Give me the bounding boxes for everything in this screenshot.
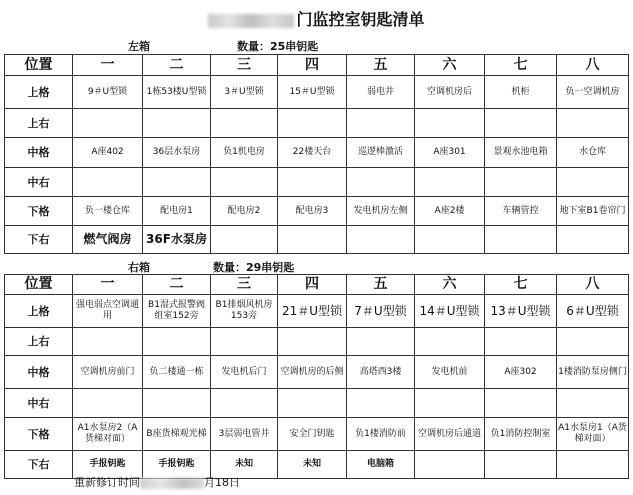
page-title [0,0,633,40]
row-label: 上右 [5,328,73,356]
key-cell: A座402 [73,138,143,168]
right-box-count: 数量：29串钥匙 [213,261,295,274]
key-cell: 9＃U型锁 [73,76,143,109]
redacted-block [208,14,294,28]
key-cell [557,168,629,197]
table-row [5,328,629,356]
table-row [5,168,629,197]
key-cell [347,168,415,197]
key-cell: 负1消防控制室 [485,418,557,451]
key-cell: 配电房3 [278,197,347,226]
column-header: 八 [557,55,629,76]
key-cell: 空调机房的后侧 [278,356,347,389]
column-header: 一 [73,275,143,295]
key-cell: 1楼消防泵房侧门 [557,356,629,389]
key-cell [143,109,211,138]
key-cell [347,328,415,356]
key-cell [415,109,485,138]
key-cell: 14＃U型锁 [415,295,485,328]
key-cell [211,389,278,418]
column-header: 位置 [5,55,73,76]
key-cell: 36F水泵房 [143,226,211,254]
header-row [5,55,629,76]
key-cell: 水仓库 [557,138,629,168]
key-cell [415,168,485,197]
key-cell: 空调机房后通道 [415,418,485,451]
key-cell: B1排烟风机房153旁 [211,295,278,328]
key-cell: 21＃U型锁 [278,295,347,328]
key-cell: 负1机电房 [211,138,278,168]
column-header: 二 [143,55,211,76]
table-row [5,109,629,138]
key-cell: 空调机房前门 [73,356,143,389]
key-cell: 燃气阀房 [73,226,143,254]
key-cell: 发电机房左侧 [347,197,415,226]
key-cell: 22楼天台 [278,138,347,168]
key-cell: 36层水泵房 [143,138,211,168]
key-cell [143,168,211,197]
left-box-table [4,54,629,254]
column-header: 五 [347,275,415,295]
key-cell [143,389,211,418]
revision-footer [74,474,240,490]
key-cell [557,389,629,418]
key-cell [211,328,278,356]
key-cell [73,109,143,138]
row-label: 下右 [5,451,73,479]
key-cell [485,451,557,479]
column-header: 四 [278,55,347,76]
title-text: 门监控室钥匙清单 [296,10,425,29]
key-cell: A座302 [485,356,557,389]
column-header: 三 [211,55,278,76]
key-cell: 地下室B1卷帘门 [557,197,629,226]
right-box-caption: 右箱 [128,261,150,274]
key-cell [415,389,485,418]
column-header: 七 [485,275,557,295]
row-label: 中右 [5,389,73,418]
key-cell: 手报钥匙 [143,451,211,479]
row-label: 中格 [5,356,73,389]
row-label: 上格 [5,295,73,328]
column-header: 八 [557,275,629,295]
key-cell: 负一空调机房 [557,76,629,109]
key-cell: 6＃U型锁 [557,295,629,328]
key-cell: 机柜 [485,76,557,109]
row-label: 下右 [5,226,73,254]
column-header: 一 [73,55,143,76]
table-row [5,295,629,328]
key-cell: 电脑箱 [347,451,415,479]
row-label: 下格 [5,197,73,226]
key-cell [485,168,557,197]
key-cell: 车辆管控 [485,197,557,226]
table-row [5,197,629,226]
key-cell: 手报钥匙 [73,451,143,479]
key-cell: 3＃U型锁 [211,76,278,109]
redacted-block [140,478,204,489]
row-label: 上格 [5,76,73,109]
key-cell [347,109,415,138]
key-cell: 未知 [278,451,347,479]
key-cell [143,328,211,356]
key-cell: A座2楼 [415,197,485,226]
key-cell: 发电机后门 [211,356,278,389]
column-header: 三 [211,275,278,295]
key-cell [557,328,629,356]
key-cell [211,226,278,254]
key-cell [485,109,557,138]
table-row [5,389,629,418]
header-row [5,275,629,295]
key-cell [485,389,557,418]
key-cell [347,389,415,418]
column-header: 五 [347,55,415,76]
row-label: 下格 [5,418,73,451]
column-header: 位置 [5,275,73,295]
key-cell [278,168,347,197]
key-cell: 发电机前 [415,356,485,389]
key-cell [485,328,557,356]
key-cell: 弱电井 [347,76,415,109]
key-cell [347,226,415,254]
footer-suffix: 月18日 [204,476,240,489]
left-box-caption: 左箱 [128,40,150,53]
row-label: 中格 [5,138,73,168]
key-cell [211,109,278,138]
key-cell: 配电房1 [143,197,211,226]
key-cell [73,389,143,418]
left-box-count: 数量：25串钥匙 [237,40,319,53]
key-cell [278,328,347,356]
column-header: 七 [485,55,557,76]
key-cell: A1水泵房2（A货梯对面） [73,418,143,451]
key-cell: 负二楼通一栋 [143,356,211,389]
key-cell: A1水泵房1（A货梯对面） [557,418,629,451]
table-row [5,418,629,451]
key-cell [415,226,485,254]
key-cell [211,168,278,197]
key-cell [415,328,485,356]
table-row [5,356,629,389]
column-header: 二 [143,275,211,295]
key-cell: 3层弱电管井 [211,418,278,451]
key-cell: 景观水池电箱 [485,138,557,168]
key-cell: 安全门钥匙 [278,418,347,451]
column-header: 六 [415,55,485,76]
key-cell [485,226,557,254]
column-header: 六 [415,275,485,295]
key-cell [557,109,629,138]
key-cell [415,451,485,479]
key-cell: 15＃U型锁 [278,76,347,109]
key-cell: 空调机房后 [415,76,485,109]
key-cell: B座货梯观光梯 [143,418,211,451]
right-box-table [4,274,629,479]
key-cell [278,109,347,138]
table-row [5,226,629,254]
key-cell: A座301 [415,138,485,168]
key-cell: 13＃U型锁 [485,295,557,328]
key-cell: 7＃U型锁 [347,295,415,328]
column-header: 四 [278,275,347,295]
key-cell: 1栋53楼U型锁 [143,76,211,109]
footer-prefix: 重新修订时间 [74,476,140,489]
key-cell: 未知 [211,451,278,479]
key-cell: 高塔西3楼 [347,356,415,389]
key-cell: 强电弱点空调通用 [73,295,143,328]
table-row [5,138,629,168]
key-cell: 配电房2 [211,197,278,226]
key-cell: B1湿式报警阀组室152旁 [143,295,211,328]
key-cell [557,226,629,254]
key-cell: 负一楼仓库 [73,197,143,226]
key-cell [557,451,629,479]
key-cell: 负1楼消防前 [347,418,415,451]
key-cell: 巡逻棒激活 [347,138,415,168]
row-label: 中右 [5,168,73,197]
key-cell [73,328,143,356]
row-label: 上右 [5,109,73,138]
table-row [5,76,629,109]
key-cell [278,226,347,254]
key-cell [278,389,347,418]
key-cell [73,168,143,197]
